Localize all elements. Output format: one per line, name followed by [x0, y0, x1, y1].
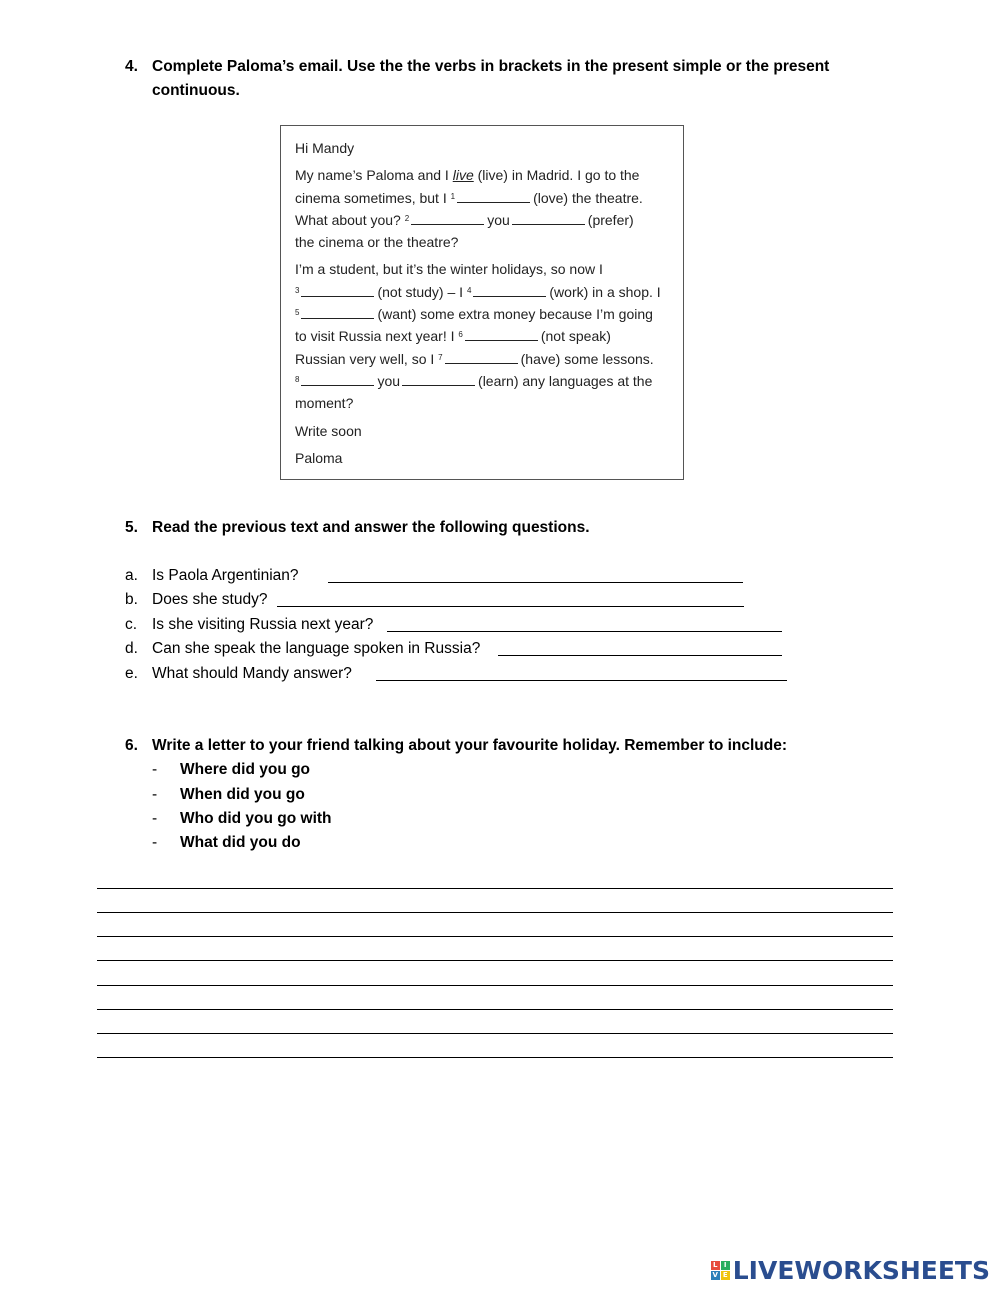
item-question: Is Paola Argentinian? — [152, 567, 299, 584]
writing-line[interactable] — [97, 936, 893, 937]
answer-blank-2b[interactable] — [512, 212, 585, 225]
answer-blank-2a[interactable] — [411, 212, 484, 225]
email-paragraph-2 — [295, 258, 677, 414]
logo-text: LIVEWORKSHEETS — [732, 1255, 990, 1285]
answer-blank-8b[interactable] — [402, 373, 475, 386]
email-paragraph-1 — [295, 164, 677, 253]
answer-blank-4[interactable] — [473, 284, 546, 297]
email-line: the cinema or the theatre? — [295, 234, 459, 251]
answer-line-c[interactable] — [387, 631, 782, 632]
question-number: 6. — [125, 737, 138, 754]
item-question: Is she visiting Russia next year? — [152, 616, 374, 633]
item-letter: a. — [125, 567, 138, 584]
question-4-heading — [125, 55, 885, 105]
answer-line-a[interactable] — [328, 582, 743, 583]
question-instruction: Read the previous text and answer the following questions. — [152, 519, 590, 536]
writing-line[interactable] — [97, 912, 893, 913]
question-5-heading — [125, 516, 885, 542]
answer-blank-8a[interactable] — [301, 373, 374, 386]
question-number: 5. — [125, 519, 138, 536]
email-text-box — [280, 125, 684, 480]
writing-line[interactable] — [97, 1009, 893, 1010]
writing-line[interactable] — [97, 960, 893, 961]
item-question: Does she study? — [152, 591, 268, 608]
email-line: Russian very well, so I $^7$ (have) some lessons. — [295, 350, 654, 367]
answer-line-b[interactable] — [277, 606, 744, 607]
answer-line-e[interactable] — [376, 680, 787, 681]
question-number: 4. — [125, 58, 138, 75]
writing-line[interactable] — [97, 985, 893, 986]
question-instruction: Complete Paloma’s email. Use the the verbs in brackets in the present simple or the present continuous. — [152, 58, 830, 99]
email-line: moment? — [295, 395, 354, 412]
item-letter: d. — [125, 640, 138, 657]
email-line: I’m a student, but it’s the winter holidays, so now I — [295, 261, 603, 278]
email-closing: Write soon — [295, 422, 362, 439]
answer-blank-6[interactable] — [465, 328, 538, 341]
email-line: My name’s Paloma and I live (live) in Madrid. I go to the — [295, 167, 640, 184]
email-line: $^8$ you (learn) any languages at the — [295, 372, 653, 389]
item-letter: c. — [125, 616, 138, 633]
item-question: What should Mandy answer? — [152, 665, 352, 682]
answer-blank-3[interactable] — [301, 284, 374, 297]
item-letter: e. — [125, 665, 138, 682]
email-signature: Paloma — [295, 449, 343, 466]
question-6-heading — [125, 734, 885, 760]
email-line: $^5$ (want) some extra money because I’m going — [295, 306, 653, 323]
email-line: What about you? $^2$ you (prefer) — [295, 211, 634, 228]
answer-blank-7[interactable] — [445, 351, 518, 364]
example-answer: live — [452, 167, 474, 184]
answer-line-d[interactable] — [498, 655, 782, 656]
email-line: to visit Russia next year! I $^6$ (not speak) — [295, 328, 611, 345]
liveworksheets-logo — [711, 1255, 990, 1285]
email-line: $^3$ (not study) – I $^4$ (work) in a shop. I — [295, 283, 661, 300]
answer-blank-5[interactable] — [301, 306, 374, 319]
item-letter: b. — [125, 591, 138, 608]
question-instruction: Write a letter to your friend talking about your favourite holiday. Remember to include: — [152, 737, 788, 754]
writing-line[interactable] — [97, 1033, 893, 1034]
answer-blank-1[interactable] — [457, 190, 530, 203]
item-question: Can she speak the language spoken in Russia? — [152, 640, 481, 657]
email-line: cinema sometimes, but I $^1$ (love) the theatre. — [295, 189, 643, 206]
writing-line[interactable] — [97, 888, 893, 889]
logo-icon: L I V E — [711, 1261, 730, 1280]
email-greeting: Hi Mandy — [295, 140, 355, 156]
writing-line[interactable] — [97, 1057, 893, 1058]
